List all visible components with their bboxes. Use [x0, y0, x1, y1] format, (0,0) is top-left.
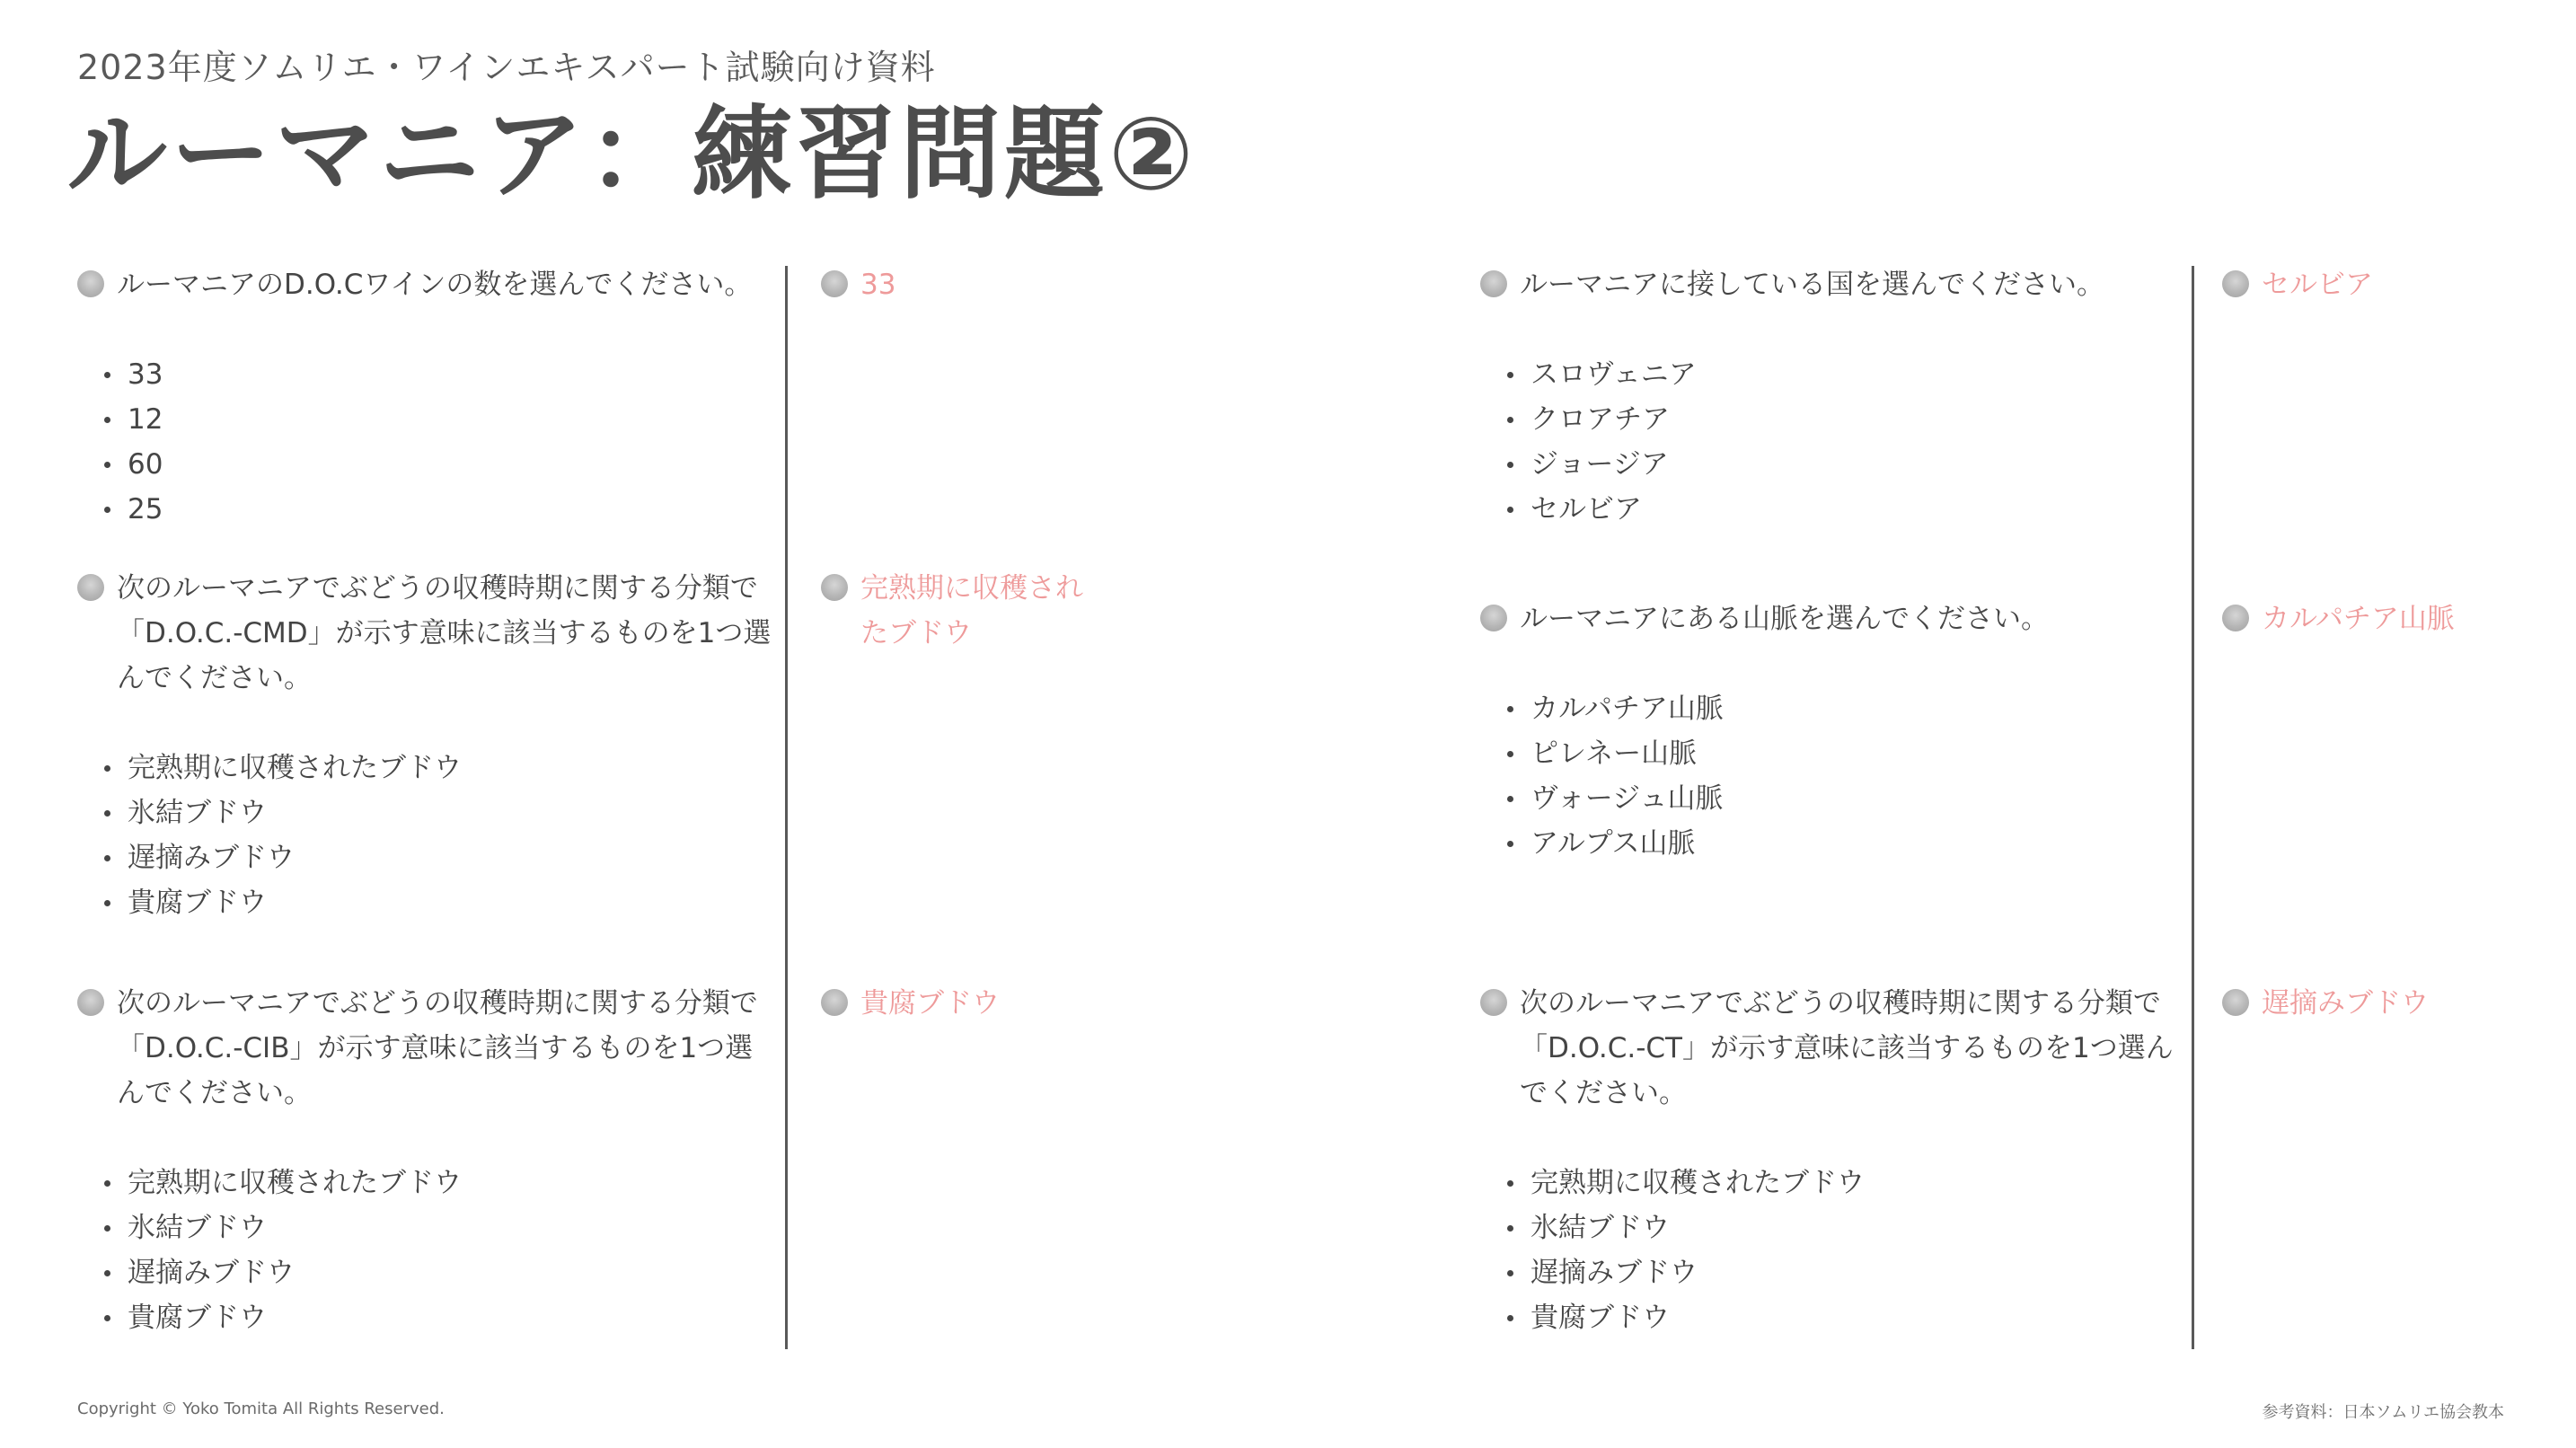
option-item: スロヴェニア	[1507, 352, 2181, 397]
option-list	[1480, 352, 2181, 532]
question-block-6	[1480, 981, 2181, 1340]
answer-block-2	[821, 566, 1090, 656]
circle-bullet-icon	[2222, 989, 2249, 1016]
question-text: ルーマニアに接している国を選んでください。	[1480, 262, 2181, 307]
answer-text: カルパチア山脈	[2222, 596, 2545, 641]
option-list	[1480, 1161, 2181, 1340]
circle-bullet-icon	[1480, 989, 1507, 1016]
answer-block-5	[2222, 596, 2545, 641]
option-item: 貴腐ブドウ	[104, 880, 773, 925]
copyright-text: Copyright © Yoko Tomita All Rights Reserved.	[77, 1399, 445, 1418]
option-item: 25	[104, 487, 773, 532]
circle-bullet-icon	[2222, 605, 2249, 631]
circle-bullet-icon	[77, 989, 104, 1016]
circle-bullet-icon	[2222, 270, 2249, 297]
answer-text: セルビア	[2222, 262, 2545, 307]
option-item: 完熟期に収穫されたブドウ	[1507, 1161, 2181, 1205]
option-item: ピレネー山脈	[1507, 731, 2181, 776]
option-item: ヴォージュ山脈	[1507, 776, 2181, 821]
circle-bullet-icon	[1480, 270, 1507, 297]
option-item: 貴腐ブドウ	[104, 1295, 773, 1340]
option-item: 33	[104, 352, 773, 397]
option-item: 貴腐ブドウ	[1507, 1295, 2181, 1340]
question-text: 次のルーマニアでぶどうの収穫時期に関する分類で「D.O.C.-CIB」が示す意味に該当するものを1つ選んでください。	[77, 981, 773, 1116]
option-item: 遅摘みブドウ	[104, 835, 773, 880]
circle-bullet-icon	[821, 989, 848, 1016]
option-item: ジョージア	[1507, 442, 2181, 487]
question-block-5	[1480, 596, 2181, 866]
reference-text: 参考資料：日本ソムリエ協会教本	[2262, 1403, 2504, 1422]
circle-bullet-icon	[821, 574, 848, 601]
option-item: カルパチア山脈	[1507, 686, 2181, 731]
question-text: ルーマニアにある山脈を選んでください。	[1480, 596, 2181, 641]
option-item: 遅摘みブドウ	[1507, 1250, 2181, 1295]
answer-text: 遅摘みブドウ	[2222, 981, 2545, 1026]
option-item: アルプス山脈	[1507, 821, 2181, 866]
option-item: 12	[104, 397, 773, 442]
answer-block-1	[821, 262, 1108, 307]
question-block-1	[77, 262, 773, 532]
circle-bullet-icon	[1480, 605, 1507, 631]
circle-bullet-icon	[77, 574, 104, 601]
option-item: 氷結ブドウ	[104, 790, 773, 835]
option-item: 氷結ブドウ	[1507, 1205, 2181, 1250]
answer-text: 完熟期に収穫されたブドウ	[821, 566, 1090, 656]
option-item: 60	[104, 442, 773, 487]
circle-bullet-icon	[77, 270, 104, 297]
option-list	[1480, 686, 2181, 866]
option-item: セルビア	[1507, 487, 2181, 532]
option-item: 氷結ブドウ	[104, 1205, 773, 1250]
page-title: ルーマニア：練習問題②	[66, 96, 1197, 213]
answer-block-3	[821, 981, 1108, 1026]
option-list	[77, 746, 773, 925]
option-item: 完熟期に収穫されたブドウ	[104, 746, 773, 790]
question-block-2	[77, 566, 773, 925]
option-item: 完熟期に収穫されたブドウ	[104, 1161, 773, 1205]
column-divider-left	[785, 266, 788, 1349]
answer-text: 貴腐ブドウ	[821, 981, 1108, 1026]
answer-text: 33	[821, 262, 1108, 307]
option-item: 遅摘みブドウ	[104, 1250, 773, 1295]
column-divider-right	[2192, 266, 2194, 1349]
question-block-4	[1480, 262, 2181, 532]
circle-bullet-icon	[821, 270, 848, 297]
page-subtitle: 2023年度ソムリエ・ワインエキスパート試験向け資料	[77, 48, 936, 87]
question-text: 次のルーマニアでぶどうの収穫時期に関する分類で「D.O.C.-CMD」が示す意味に該当するものを1つ選んでください。	[77, 566, 773, 701]
question-text: ルーマニアのD.O.Cワインの数を選んでください。	[77, 262, 773, 307]
option-list	[77, 352, 773, 532]
option-item: クロアチア	[1507, 397, 2181, 442]
answer-block-4	[2222, 262, 2545, 307]
question-text: 次のルーマニアでぶどうの収穫時期に関する分類で「D.O.C.-CT」が示す意味に該当するものを1つ選んでください。	[1480, 981, 2181, 1116]
answer-block-6	[2222, 981, 2545, 1026]
option-list	[77, 1161, 773, 1340]
question-block-3	[77, 981, 773, 1340]
